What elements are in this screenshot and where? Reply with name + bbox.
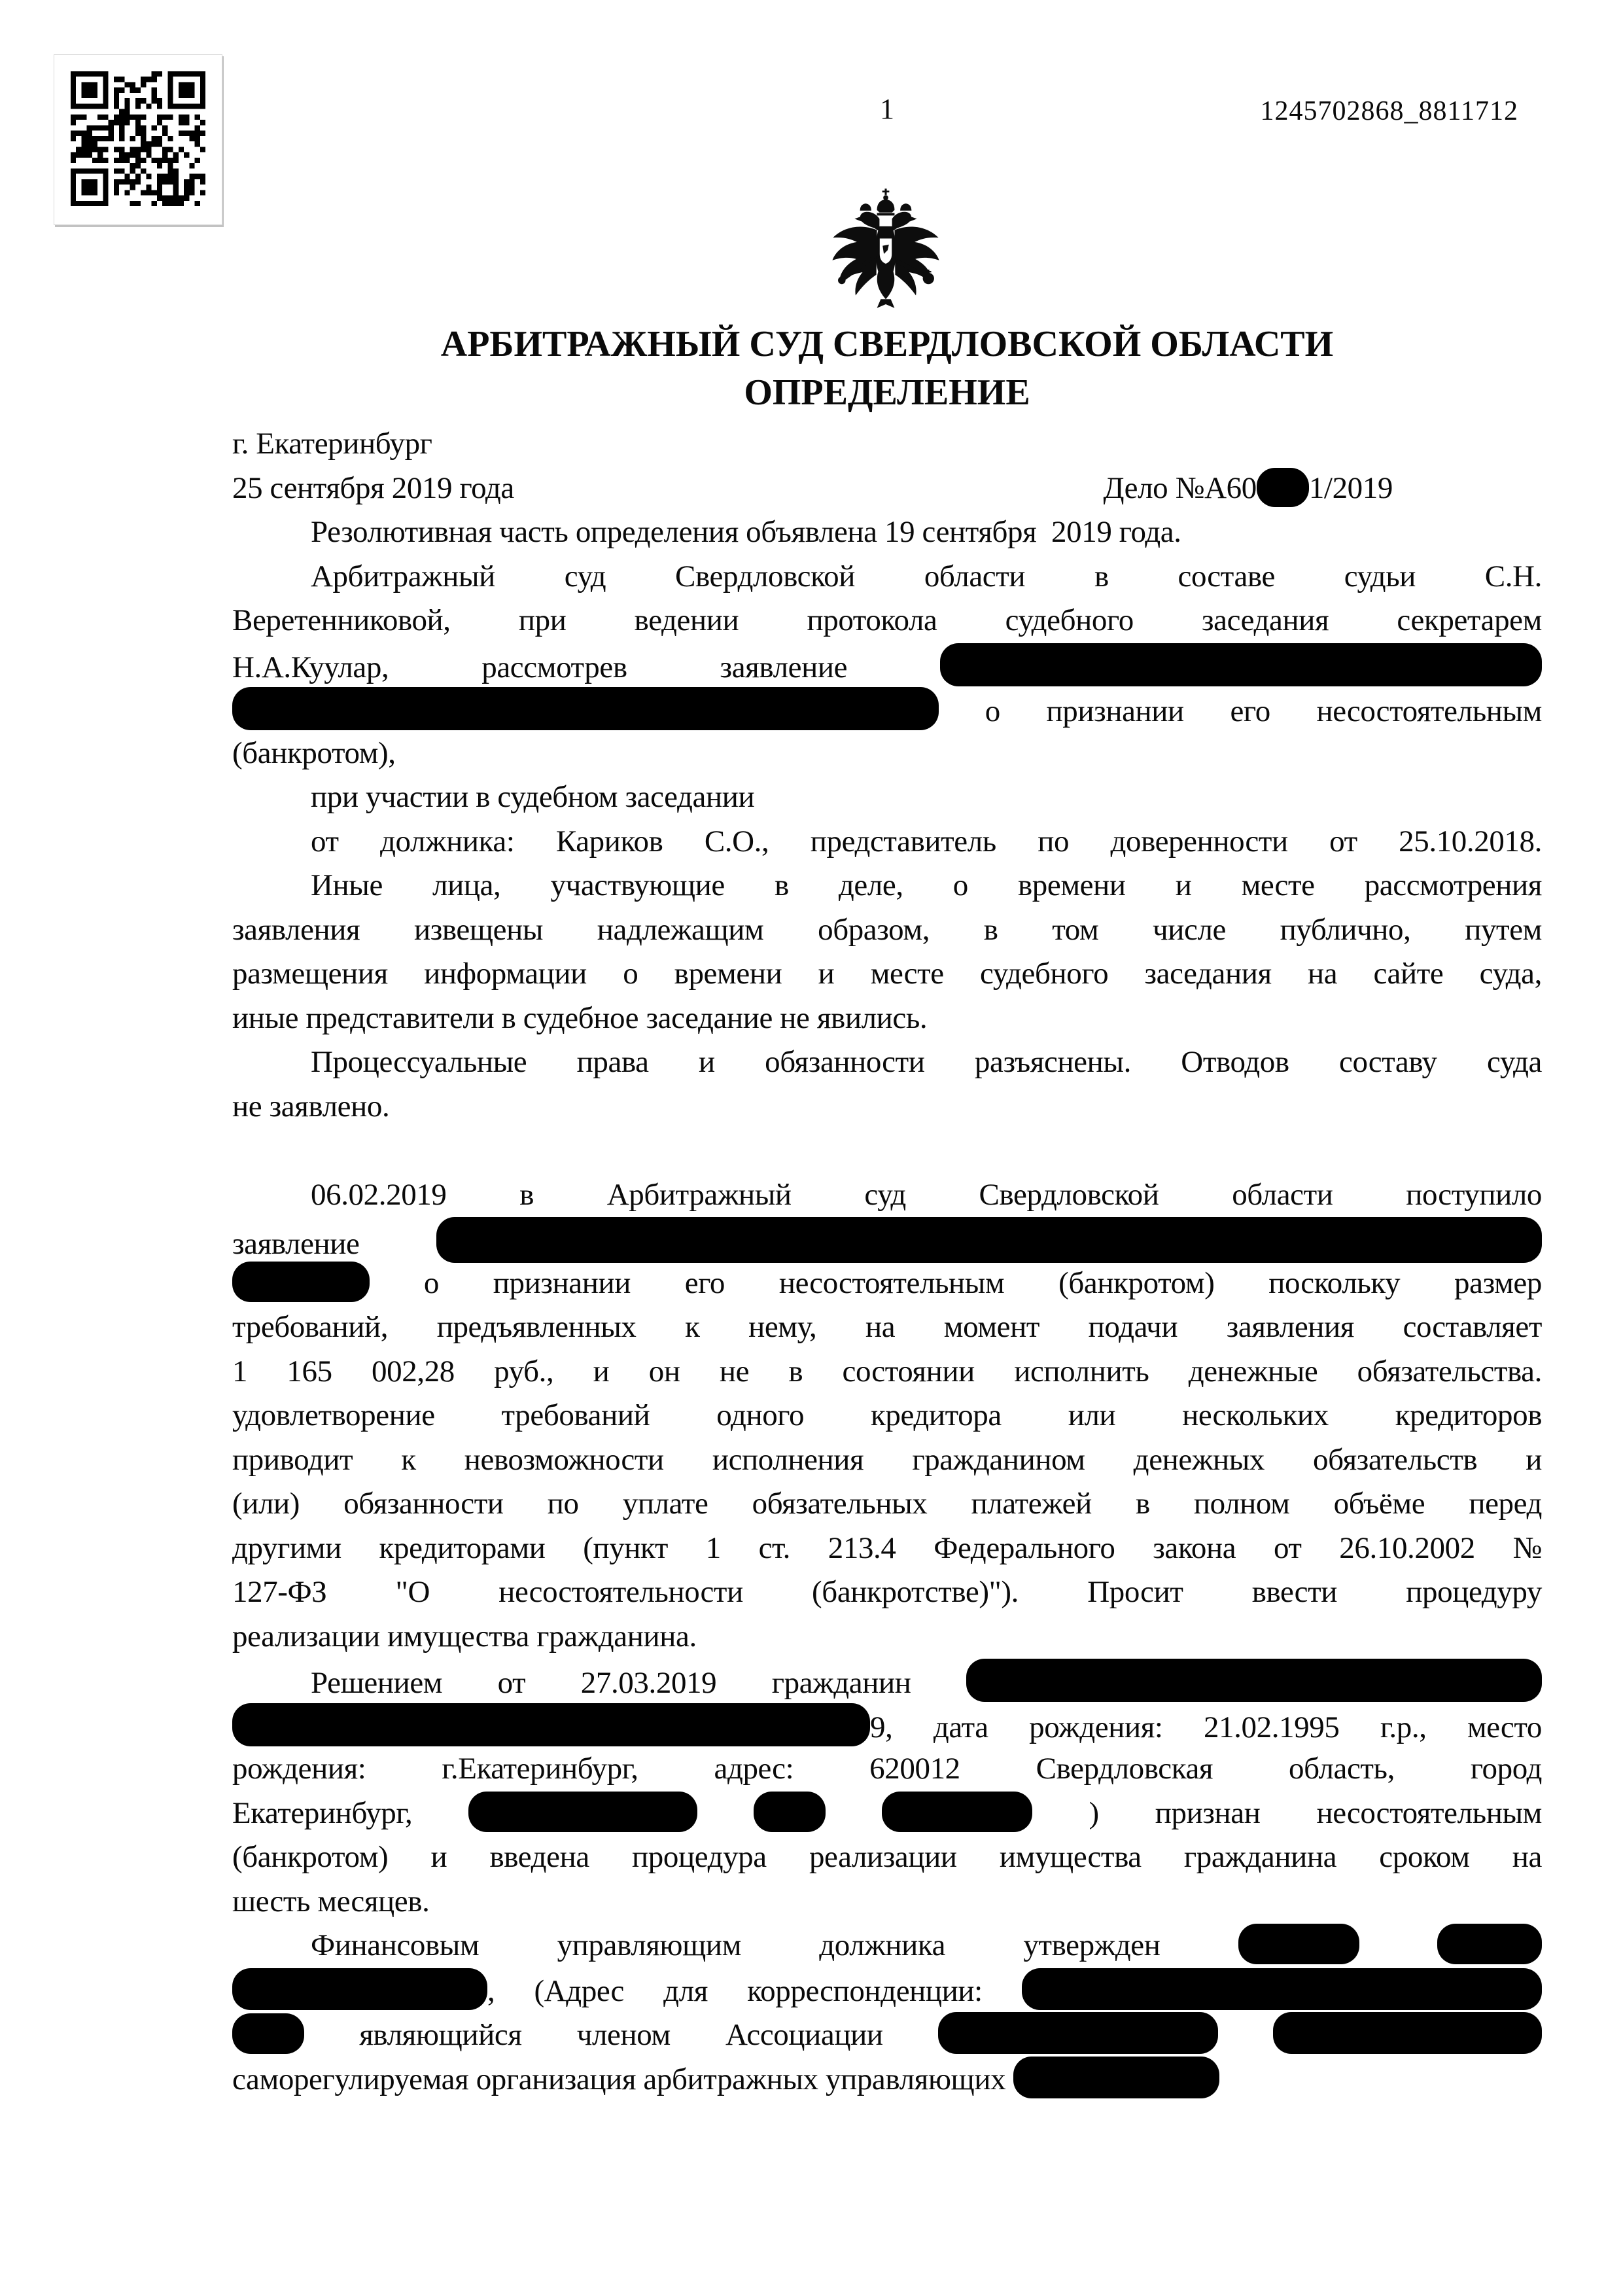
redaction-box	[1437, 1924, 1542, 1964]
document-line: рождения: г.Екатеринбург, адрес: 620012 Свердловская область, город	[232, 1752, 1542, 1786]
redaction-box	[1273, 2012, 1542, 2054]
redaction-box	[966, 1659, 1542, 1702]
document-line: Н.А.Куулар, рассмотрев заявление	[232, 643, 1542, 688]
document-line: иные представители в судебное заседание не явились.	[232, 1000, 928, 1035]
redaction-box	[1013, 2057, 1219, 2098]
redaction-box	[232, 1262, 370, 1302]
document-line: 9, дата рождения: 21.02.1995 г.р., место	[232, 1703, 1542, 1748]
document-line: о признании его несостоятельным (банкротом) поскольку размер	[232, 1262, 1542, 1306]
document-line: саморегулируемая организация арбитражных управляющих	[232, 2057, 1542, 2101]
russian-coat-of-arms-emblem	[823, 187, 949, 326]
document-line: от должника: Кариков С.О., представитель по доверенности от 25.10.2018.	[311, 824, 1542, 858]
document-line: требований, предъявленных к нему, на момент подачи заявления составляет	[232, 1310, 1542, 1344]
redaction-box	[232, 687, 939, 730]
document-line: 06.02.2019 в Арбитражный суд Свердловской области поступило	[311, 1177, 1542, 1212]
document-line: (банкротом),	[232, 735, 396, 770]
document-id: 1245702868_8811712	[1260, 96, 1518, 126]
document-line: (банкротом) и введена процедура реализации имущества гражданина сроком на	[232, 1840, 1542, 1874]
redaction-box	[1022, 1968, 1542, 2010]
document-line: 1 165 002,28 руб., и он не в состоянии исполнить денежные обязательства.	[232, 1354, 1542, 1388]
document-line: Екатеринбург, ) признан несостоятельным	[232, 1792, 1542, 1836]
qr-code	[54, 54, 222, 225]
redaction-box	[940, 643, 1542, 686]
document-line: шесть месяцев.	[232, 1884, 430, 1918]
document-line: Резолютивная часть определения объявлена 19 сентября 2019 года.	[311, 515, 1181, 549]
document-line: Решением от 27.03.2019 гражданин	[232, 1659, 1542, 1703]
document-type-title: ОПРЕДЕЛЕНИЕ	[744, 372, 1030, 413]
redaction-box	[1238, 1924, 1359, 1964]
redaction-box	[232, 2013, 304, 2054]
redaction-box	[232, 1968, 487, 2010]
redaction-box	[232, 1703, 870, 1746]
document-line: , (Адрес для корреспонденции:	[232, 1968, 1542, 2013]
document-line: Финансовым управляющим должника утвержден	[232, 1924, 1542, 1968]
redaction-box	[468, 1792, 697, 1832]
document-line: Веретенниковой, при ведении протокола судебного заседания секретарем	[232, 603, 1542, 637]
document-line: не заявлено.	[232, 1089, 390, 1123]
document-line: заявления извещены надлежащим образом, в том числе публично, путем	[232, 912, 1542, 947]
document-line: Иные лица, участвующие в деле, о времени и месте рассмотрения	[311, 868, 1542, 902]
document-line: удовлетворение требований одного кредитора или нескольких кредиторов	[232, 1398, 1542, 1432]
date-text: 25 сентября 2019 года	[232, 470, 514, 505]
qr-code-pattern	[71, 71, 205, 206]
document-body	[232, 422, 1542, 2100]
double-headed-eagle-icon	[823, 187, 949, 326]
page-number: 1	[880, 93, 894, 125]
document-line	[232, 467, 1542, 511]
document-line: при участии в судебном заседании	[311, 780, 755, 814]
blank-line	[232, 1129, 1542, 1173]
document-line: 127-ФЗ "О несостоятельности (банкротстве)"). Просит ввести процедуру	[232, 1575, 1542, 1609]
document-line: реализации имущества гражданина.	[232, 1619, 697, 1653]
redaction-box	[1257, 468, 1309, 507]
redaction-box	[754, 1792, 826, 1832]
document-line: о признании его несостоятельным	[232, 687, 1542, 732]
redaction-box	[436, 1217, 1542, 1263]
document-line: Арбитражный суд Свердловской области в составе судьи С.Н.	[311, 559, 1542, 593]
document-line: приводит к невозможности исполнения гражданином денежных обязательств и	[232, 1442, 1542, 1477]
document-line: Процессуальные права и обязанности разъяснены. Отводов составу суда	[311, 1045, 1542, 1079]
case-number: Дело №А60 1/2019	[1103, 467, 1393, 511]
document-line: заявление	[232, 1217, 1542, 1262]
document-line: являющийся членом Ассоциации	[232, 2012, 1542, 2057]
document-line: другими кредиторами (пункт 1 ст. 213.4 Федерального закона от 26.10.2002 №	[232, 1530, 1542, 1565]
redaction-box	[882, 1792, 1032, 1832]
document-line: размещения информации о времени и месте судебного заседания на сайте суда,	[232, 957, 1542, 991]
court-name-title: АРБИТРАЖНЫЙ СУД СВЕРДЛОВСКОЙ ОБЛАСТИ	[440, 324, 1334, 364]
document-line: г. Екатеринбург	[232, 427, 432, 461]
redaction-box	[938, 2012, 1218, 2054]
document-line: (или) обязанности по уплате обязательных платежей в полном объёме перед	[232, 1487, 1542, 1521]
